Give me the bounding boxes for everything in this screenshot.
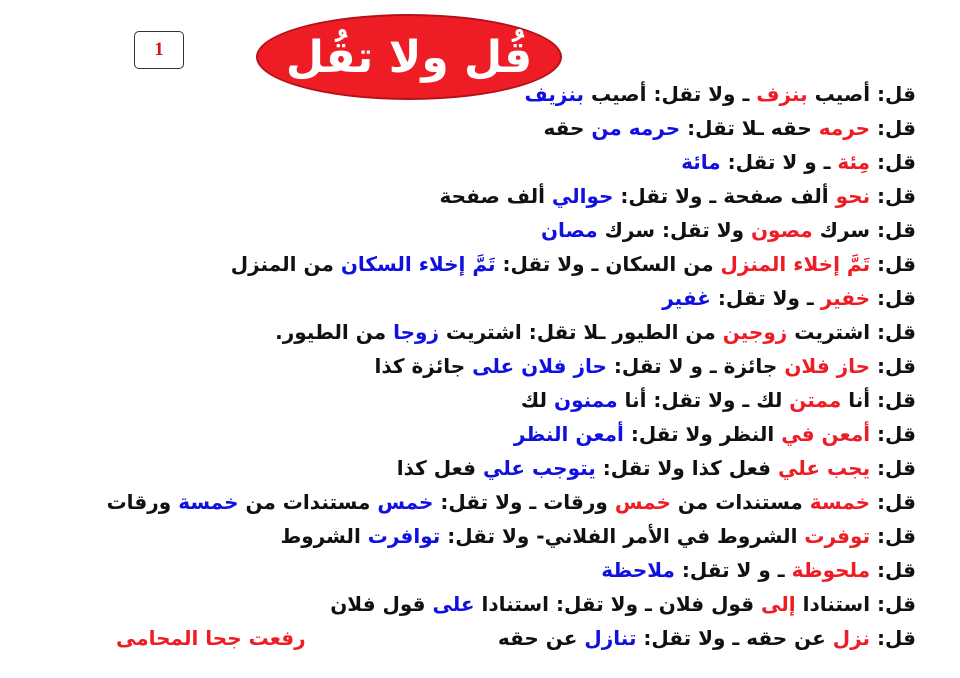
correct-phrase: تَمَّ إخلاء المنزل	[720, 252, 871, 276]
phrase-line	[544, 112, 917, 144]
correct-phrase: بنزف	[756, 82, 808, 106]
phrase-text: لك ـ ولا تقل: أنا	[617, 388, 790, 412]
incorrect-phrase: تنازل	[584, 626, 637, 650]
phrase-text: قل:	[870, 184, 916, 208]
phrase-text: جائزة ـ و لا تقل:	[606, 354, 785, 378]
phrase-text: من المنزل	[230, 252, 341, 276]
phrase-text: قل:	[870, 150, 916, 174]
phrase-line	[280, 520, 916, 552]
incorrect-phrase: على	[432, 592, 475, 616]
phrase-line	[541, 214, 916, 246]
phrase-text: فعل كذا	[396, 456, 483, 480]
phrase-text: قل:	[870, 286, 916, 310]
phrase-text: ورقات ـ ولا تقل:	[433, 490, 615, 514]
incorrect-phrase: مائة	[681, 150, 721, 174]
phrase-text: قل:	[870, 558, 916, 582]
phrase-text: قل:	[870, 422, 916, 446]
phrase-text: قل:	[870, 626, 916, 650]
correct-phrase: نحو	[835, 184, 871, 208]
incorrect-phrase: أمعن النظر	[513, 422, 624, 446]
phrase-text: قول فلان	[330, 592, 433, 616]
phrase-text: من الطيور ـلا تقل: اشتريت	[438, 320, 723, 344]
correct-phrase: يجب علي	[777, 456, 871, 480]
incorrect-phrase: خمس	[377, 490, 434, 514]
phrase-text: قل: اشتريت	[787, 320, 916, 344]
page-title: قُل ولا تقُل	[285, 31, 533, 83]
incorrect-phrase: ممنون	[554, 388, 618, 412]
phrase-text: من السكان ـ ولا تقل:	[495, 252, 721, 276]
phrase-line	[521, 384, 916, 416]
correct-phrase: أمعن في	[781, 422, 871, 446]
correct-phrase: خمسة	[809, 490, 871, 514]
phrase-line	[330, 588, 916, 620]
phrase-text: حقه ـلا تقل:	[680, 116, 819, 140]
phrase-text: ولا تقل: سرك	[597, 218, 751, 242]
correct-phrase: ملحوظة	[791, 558, 871, 582]
phrase-text: فعل كذا ولا تقل:	[595, 456, 778, 480]
phrase-text: مستندات من	[238, 490, 378, 514]
incorrect-phrase: ملاحظة	[601, 558, 675, 582]
incorrect-phrase: حوالي	[551, 184, 614, 208]
correct-phrase: زوجين	[722, 320, 788, 344]
incorrect-phrase: حاز فلان على	[472, 354, 607, 378]
incorrect-phrase: توافرت	[367, 524, 441, 548]
author-signature: رفعت جحا المحامى	[116, 626, 306, 650]
phrase-text: قل:	[870, 116, 916, 140]
incorrect-phrase: بنزيف	[524, 82, 584, 106]
phrase-text: النظر ولا تقل:	[623, 422, 782, 446]
phrase-text: مستندات من	[670, 490, 810, 514]
correct-phrase: حاز فلان	[784, 354, 871, 378]
phrase-text: عن حقه ـ ولا تقل:	[636, 626, 833, 650]
phrase-text: قل:	[870, 252, 916, 276]
phrase-line	[498, 622, 916, 654]
phrase-line	[681, 146, 916, 178]
phrase-line	[275, 316, 916, 348]
phrase-line	[397, 452, 916, 484]
phrase-text: ـ و لا تقل:	[674, 558, 792, 582]
phrase-text: الشروط في الأمر الفلاني- ولا تقل:	[440, 524, 805, 548]
phrase-line	[662, 282, 916, 314]
phrase-text: قل:	[870, 354, 916, 378]
incorrect-phrase: غفير	[662, 286, 711, 310]
phrase-text: قل: أصيب	[807, 82, 916, 106]
phrase-line	[601, 554, 916, 586]
phrase-text: جائزة كذا	[374, 354, 473, 378]
correct-phrase: مصون	[750, 218, 813, 242]
phrase-text: قل: أنا	[841, 388, 916, 412]
phrase-text: لك	[520, 388, 555, 412]
phrase-text: قل:	[870, 490, 916, 514]
correct-phrase: توفرت	[804, 524, 871, 548]
incorrect-phrase: يتوجب علي	[482, 456, 596, 480]
phrase-line	[514, 418, 916, 450]
phrase-text: قل: سرك	[812, 218, 916, 242]
phrase-text: من الطيور.	[275, 320, 394, 344]
incorrect-phrase: زوجا	[393, 320, 439, 344]
phrase-text: ألف صفحة	[439, 184, 552, 208]
correct-phrase: نزل	[832, 626, 871, 650]
phrase-text: ألف صفحة ـ ولا تقل:	[613, 184, 836, 208]
phrase-text: ـ ولا تقل:	[710, 286, 821, 310]
phrase-line	[375, 350, 917, 382]
phrase-line	[231, 248, 916, 280]
phrase-line	[440, 180, 916, 212]
incorrect-phrase: حرمه من	[591, 116, 681, 140]
phrase-line	[107, 486, 916, 518]
correct-phrase: مِئة	[837, 150, 871, 174]
incorrect-phrase: تَمَّ إخلاء السكان	[340, 252, 496, 276]
phrase-text: ـ و لا تقل:	[720, 150, 838, 174]
correct-phrase: حرمه	[818, 116, 871, 140]
phrase-text: قل: استنادا	[795, 592, 916, 616]
phrase-text: ـ ولا تقل: أصيب	[584, 82, 757, 106]
correct-phrase: خمس	[614, 490, 671, 514]
incorrect-phrase: خمسة	[178, 490, 239, 514]
phrase-text: قول فلان ـ ولا تقل: استنادا	[474, 592, 762, 616]
phrase-text: ورقات	[106, 490, 179, 514]
correct-phrase: ممتن	[789, 388, 842, 412]
phrase-text: الشروط	[280, 524, 368, 548]
phrase-text: حقه	[543, 116, 592, 140]
incorrect-phrase: مصان	[540, 218, 598, 242]
phrase-text: قل:	[870, 524, 916, 548]
correct-phrase: خفير	[820, 286, 871, 310]
phrase-line	[525, 78, 916, 110]
phrase-text: عن حقه	[497, 626, 585, 650]
correct-phrase: إلى	[761, 592, 796, 616]
page-number: 1	[154, 39, 164, 60]
phrase-text: قل:	[870, 456, 916, 480]
